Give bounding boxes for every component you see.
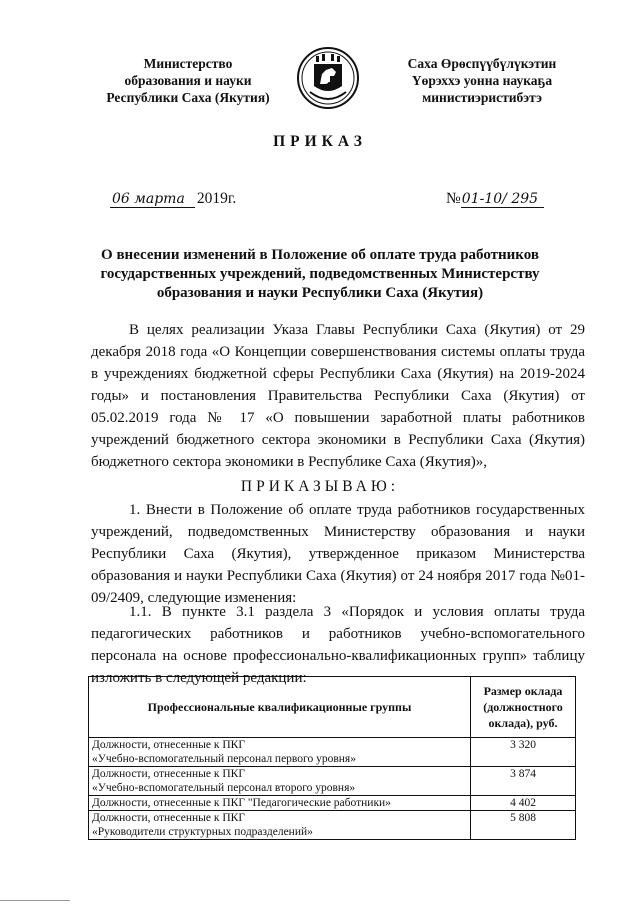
column-header-groups: Профессиональные квалификационные группы bbox=[89, 677, 471, 738]
group-line: Должности, отнесенные к ПКГ bbox=[92, 812, 245, 824]
table-row bbox=[89, 811, 576, 840]
table-header-row bbox=[89, 677, 576, 738]
salary-cell: 3 874 bbox=[471, 767, 576, 796]
number-sign: № bbox=[446, 190, 461, 207]
item-1-paragraph: 1. Внести в Положение об оплате труда работников государственных учреждений, подведомственных Министерству образования и науки Республики Саха (Якутия), утвержденное приказом Министерства образования и науки Республики Саха (Якутия) от 24 ноября 2017 года №01-09/2409, следующие изменения: bbox=[91, 502, 585, 606]
table-row bbox=[89, 796, 576, 811]
salary-cell: 5 808 bbox=[471, 811, 576, 840]
group-cell bbox=[89, 738, 471, 767]
preamble-paragraph: В целях реализации Указа Главы Республики Саха (Якутия) от 29 декабря 2018 года «О Концепции совершенствования системы оплаты труда в учреждениях бюджетной сферы Республики Саха (Якутия) на 2019-2024 годы» и постановления Правительства Республики Саха (Якутия) от 05.02.2019 года № 17 «О повышении заработной платы работников учреждений бюджетного сектора экономики в Республики Саха (Якутия) бюджетного сектора экономики в Республике Саха (Якутия)», bbox=[91, 322, 585, 470]
ministry-line: министиэристибэтэ bbox=[422, 90, 542, 105]
group-line: «Учебно-вспомогательный персонал второго уровня» bbox=[92, 782, 356, 794]
ministry-line: Министерство bbox=[143, 56, 233, 71]
coat-of-arms-emblem-icon bbox=[296, 46, 360, 110]
group-line: Должности, отнесенные к ПКГ bbox=[92, 768, 245, 780]
order-word: ПРИКАЗЫВАЮ: bbox=[240, 478, 400, 495]
salary-cell: 4 402 bbox=[471, 796, 576, 811]
handwritten-number: 01-10/ 295 bbox=[461, 191, 544, 208]
ministry-line: Республики Саха (Якутия) bbox=[106, 90, 270, 105]
table-row bbox=[89, 738, 576, 767]
handwritten-date: 06 марта bbox=[110, 191, 195, 208]
order-date bbox=[110, 190, 236, 208]
footnote-divider bbox=[0, 900, 70, 901]
group-line: Должности, отнесенные к ПКГ "Педагогические работники» bbox=[92, 797, 391, 809]
ministry-line: Үөрэххэ уонна наукаҕа bbox=[411, 73, 553, 88]
ministry-name-russian bbox=[88, 55, 288, 106]
document-subject-heading: О внесении изменений в Положение об оплате труда работников государственных учреждений, подведомственных Министерству образования и науки Республики Саха (Якутия) bbox=[100, 247, 540, 301]
group-cell bbox=[89, 767, 471, 796]
group-cell bbox=[89, 796, 471, 811]
order-year: 2019г. bbox=[196, 190, 237, 207]
ministry-line: Саха Өрөспүүбүлүкэтин bbox=[407, 56, 557, 71]
table-row bbox=[89, 767, 576, 796]
ministry-name-yakut bbox=[382, 55, 582, 106]
column-header-salary: Размер оклада (должностного оклада), руб. bbox=[471, 677, 576, 738]
group-cell bbox=[89, 811, 471, 840]
group-line: «Учебно-вспомогательный персонал первого уровня» bbox=[92, 753, 356, 765]
group-line: «Руководители структурных подразделений» bbox=[92, 826, 313, 838]
item-1-1-paragraph: 1.1. В пункте 3.1 раздела 3 «Порядок и условия оплаты труда педагогических работников и работников учебно-вспомогательного персонала на основе профессионально-квалификационных групп» таблицу изложить в следующей редакции: bbox=[91, 604, 585, 686]
order-number bbox=[446, 190, 544, 208]
salary-cell: 3 320 bbox=[471, 738, 576, 767]
document-type-title: ПРИКАЗ bbox=[273, 133, 367, 150]
group-line: Должности, отнесенные к ПКГ bbox=[92, 739, 245, 751]
ministry-line: образования и науки bbox=[124, 73, 252, 88]
salary-table bbox=[88, 676, 576, 840]
